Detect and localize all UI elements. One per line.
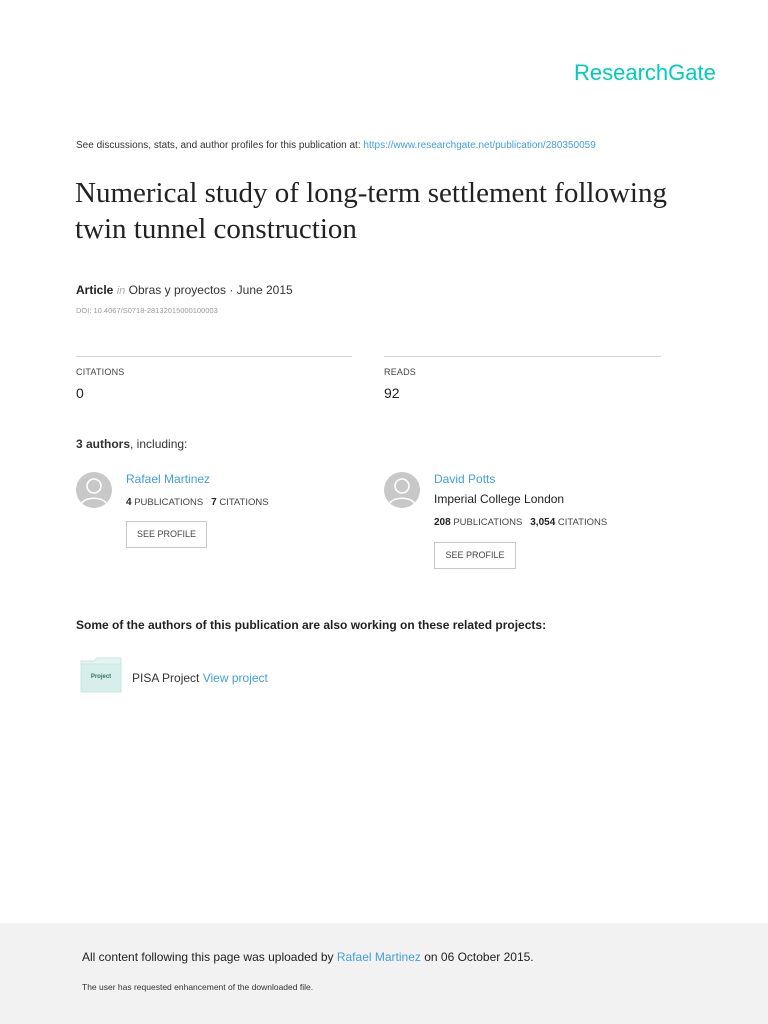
- footer: [0, 923, 768, 1024]
- researchgate-logo[interactable]: ResearchGate: [574, 60, 716, 85]
- article-type: Article: [76, 283, 114, 297]
- author-name-link[interactable]: David Potts: [434, 472, 496, 486]
- upload-suffix: on 06 October 2015.: [420, 950, 534, 964]
- citations-divider: [76, 356, 352, 357]
- venue-date: Obras y proyectos · June 2015: [128, 283, 293, 297]
- author-publications-label: PUBLICATIONS: [453, 517, 523, 528]
- author-citations-label: CITATIONS: [557, 517, 608, 528]
- author-citations-count: 3,054: [530, 517, 556, 528]
- reads-label: READS: [384, 367, 417, 377]
- avatar[interactable]: [384, 472, 420, 508]
- project-line: [132, 671, 268, 685]
- view-project-link[interactable]: View project: [202, 671, 268, 685]
- author-institution: Imperial College London: [434, 492, 565, 506]
- discussion-prefix: See discussions, stats, and author profiles for this publication at:: [76, 140, 364, 151]
- author-stats: [434, 517, 607, 528]
- reads-value: 92: [384, 385, 400, 401]
- project-name: PISA Project: [132, 671, 200, 685]
- authors-including: , including:: [130, 437, 188, 451]
- citations-label: CITATIONS: [76, 367, 125, 377]
- author-publications-count: 4: [126, 497, 132, 508]
- see-profile-button[interactable]: SEE PROFILE: [126, 521, 207, 548]
- upload-note: [82, 950, 534, 964]
- citations-value: 0: [76, 385, 84, 401]
- in-word: in: [116, 285, 126, 297]
- avatar[interactable]: [76, 472, 112, 508]
- uploader-link[interactable]: Rafael Martinez: [336, 950, 421, 964]
- upload-prefix: All content following this page was uploaded by: [82, 950, 337, 964]
- author-citations-label: CITATIONS: [219, 497, 269, 508]
- see-profile-button[interactable]: SEE PROFILE: [434, 542, 516, 569]
- author-publications-label: PUBLICATIONS: [134, 497, 204, 508]
- user-placeholder-icon: [76, 472, 112, 508]
- author-citations-count: 7: [211, 497, 217, 508]
- project-icon-label: Project: [90, 674, 112, 680]
- projects-heading: Some of the authors of this publication are also working on these related projects:: [76, 618, 547, 632]
- publication-url-link[interactable]: https://www.researchgate.net/publication/280350059: [363, 140, 596, 151]
- authors-heading: [76, 437, 187, 451]
- paper-title: Numerical study of long-term settlement following twin tunnel construction: [75, 177, 667, 245]
- author-publications-count: 208: [434, 517, 451, 528]
- project-folder-icon[interactable]: [80, 657, 122, 693]
- author-stats: [126, 497, 269, 508]
- discussion-line: [76, 140, 596, 151]
- user-placeholder-icon: [384, 472, 420, 508]
- reads-divider: [384, 356, 661, 357]
- doi: DOI: 10.4067/S0718-28132015000100003: [76, 306, 218, 315]
- paper-meta: [76, 283, 293, 297]
- author-name-link[interactable]: Rafael Martinez: [126, 472, 211, 486]
- enhancement-note: The user has requested enhancement of the downloaded file.: [82, 982, 314, 992]
- authors-count: 3 authors: [76, 437, 131, 451]
